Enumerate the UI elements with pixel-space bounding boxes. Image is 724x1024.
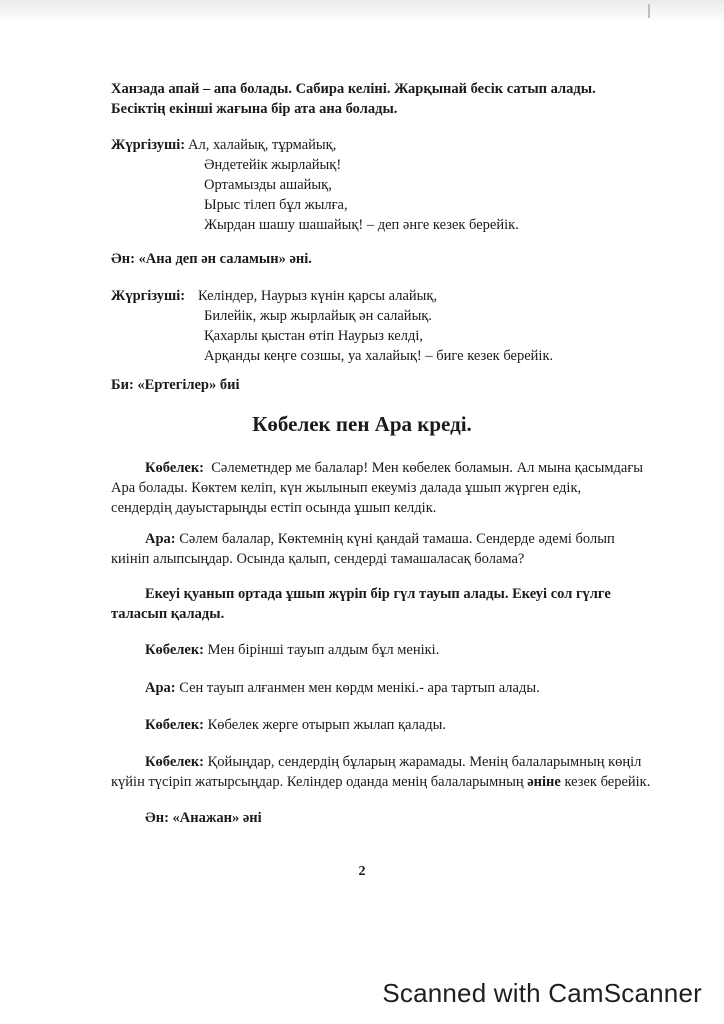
direction-line: таласып қалады. (111, 606, 225, 622)
speaker-label: Көбелек: (145, 754, 205, 770)
intro-paragraph (111, 79, 596, 119)
host-speech-2 (111, 286, 185, 306)
intro-line: Бесіктің екінші жағына бір ата ана болады. (111, 101, 398, 117)
dialogue-line: киініп алыпсыңдар. Осында қалып, сендерді тамашаласақ болама? (111, 551, 525, 567)
speaker-label: Ара: (145, 680, 176, 696)
dialogue-line (111, 772, 650, 792)
dialogue-kobelek-3 (145, 715, 446, 735)
verse-line: Билейік, жыр жырлайық ән салайық. (204, 308, 432, 324)
stage-direction (111, 584, 611, 624)
dialogue-text: Мен бірінші тауып алдым бұл менікі. (207, 642, 440, 658)
verse-line: Жырдан шашу шашайық! – деп әнге кезек берейік. (204, 217, 519, 233)
dialogue-line: сендердің дауыстарыңды естіп осында ұшып келдік. (111, 500, 437, 516)
dialogue-text: кезек берейік. (560, 774, 651, 790)
host-speech-1 (111, 135, 185, 155)
song-line-2: Ән: «Анажан» әні (145, 810, 262, 826)
speaker-label: Көбелек: (145, 642, 205, 658)
dialogue-kobelek-1 (111, 458, 643, 518)
verse-line: Ортамызды ашайық, (204, 177, 332, 193)
camscanner-watermark: Scanned with CamScanner (382, 978, 702, 1008)
host-verse-2 (198, 286, 554, 366)
dialogue-text: Сен тауып алғанмен мен көрдм менікі.- ара тартып алады. (179, 680, 540, 696)
intro-line: Ханзада апай – апа болады. Сабира келіні. Жарқынай бесік сатып алады. (111, 81, 596, 97)
host-verse-1 (188, 135, 519, 235)
dance-line: Би: «Ертегілер» биі (111, 377, 240, 393)
song-line-1: Ән: «Ана деп ән саламын» әні. (111, 251, 312, 267)
dialogue-text: Сәлеметндер ме балалар! Мен көбелек боламын. Ал мына қасымдағы (211, 460, 644, 476)
speaker-label: Ара: (145, 531, 176, 547)
dialogue-kobelek-2 (145, 640, 439, 660)
verse-line: Әндетейік жырлайық! (204, 157, 342, 173)
verse-line: Қахарлы қыстан өтіп Наурыз келді, (204, 328, 423, 344)
verse-line: Арқанды кеңге созшы, уа халайық! – биге кезек берейік. (204, 348, 554, 364)
dialogue-text: Сәлем балалар, Көктемнің күні қандай тамаша. Сендерде әдемі болып (179, 531, 615, 547)
dialogue-kobelek-4 (111, 752, 650, 792)
dialogue-line (145, 752, 650, 772)
scene-title: Көбелек пен Ара креді. (252, 412, 472, 436)
dialogue-ara-2 (145, 678, 540, 698)
speaker-label: Жүргізуші: (111, 288, 186, 304)
dialogue-text: Көбелек жерге отырып жылап қалады. (207, 717, 447, 733)
verse-line: Ырыс тілеп бұл жылға, (204, 197, 348, 213)
speaker-label: Көбелек: (145, 460, 205, 476)
dialogue-ara-1 (111, 529, 615, 569)
dialogue-text: Қойыңдар, сендердің бұларың жарамады. Менің балаларымның көңіл (207, 754, 642, 770)
speaker-label: Көбелек: (145, 717, 205, 733)
direction-line: Екеуі қуанып ортада ұшып жүріп бір гүл тауып алады. Екеуі сол гүлге (145, 586, 611, 602)
verse-line: Келіндер, Наурыз күнін қарсы алайық, (198, 288, 438, 304)
page-number: 2 (358, 864, 366, 879)
dialogue-bold-word: әніне (527, 774, 561, 790)
speaker-label: Жүргізуші: (111, 137, 186, 153)
dialogue-line (145, 529, 615, 549)
dialogue-line: Ара болады. Көктем келіп, күн жылынып екеуміз далада ұшып жүрген едік, (111, 480, 582, 496)
verse-line: Ал, халайық, тұрмайық, (188, 137, 337, 153)
dialogue-line (145, 458, 643, 478)
dialogue-text: күйін түсіріп жатырсыңдар. Келіндер оданда менің балаларымның (111, 774, 528, 790)
